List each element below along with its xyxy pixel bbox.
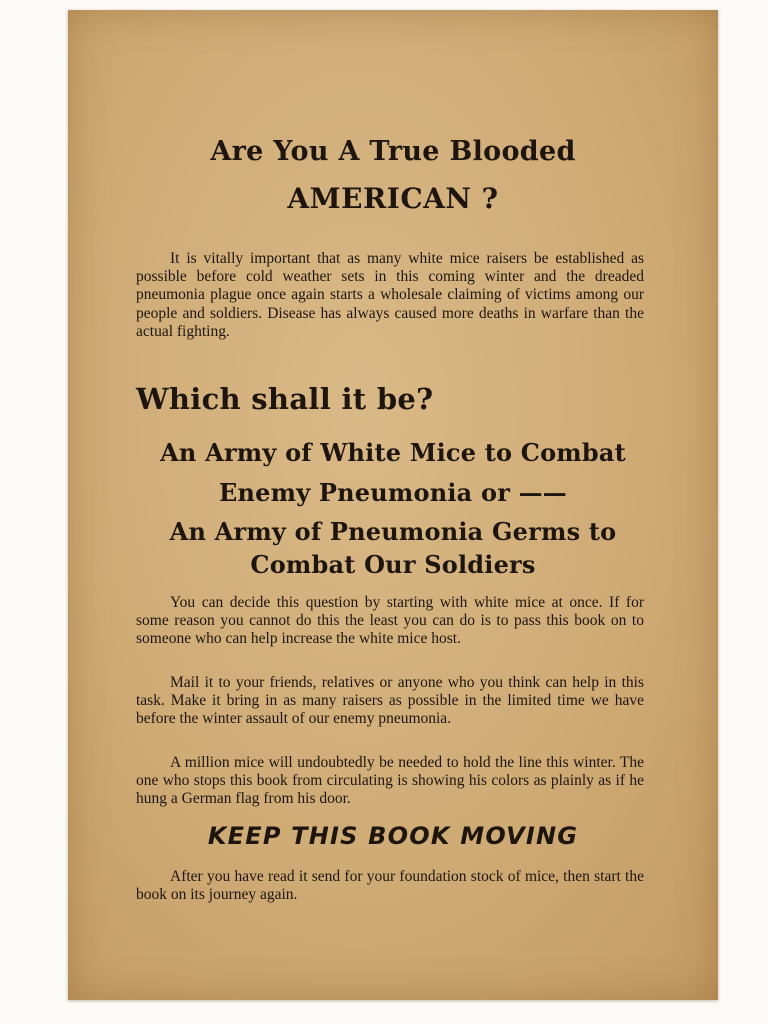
document-page [68, 10, 718, 1000]
option-line-1: An Army of White Mice to Combat [160, 438, 626, 467]
closing-paragraph: After you have read it send for your foundation stock of mice, then start the book on its journey again. [136, 868, 644, 904]
body-paragraph-mail: Mail it to your friends, relatives or anyone who you think can help in this task. Make it bring in as many raisers as possible in the limited time we have before the winter assault of our enemy pneumonia. [136, 674, 644, 728]
intro-paragraph: It is vitally important that as many white mice raisers be established as possible before cold weather sets in this coming winter and the dreaded pneumonia plague once again starts a wholesale claiming of victims among our people and soldiers. Disease has always caused more deaths in warfare than the actual fighting. [136, 250, 644, 340]
slogan: KEEP THIS BOOK MOVING [207, 822, 579, 850]
option-line-4: Combat Our Soldiers [250, 550, 536, 579]
question-heading: Which shall it be? [136, 382, 434, 416]
headline-line-1: Are You A True Blooded [210, 136, 576, 167]
body-paragraph-million: A million mice will undoubtedly be needed to hold the line this winter. The one who stops this book from circulating is showing his colors as plainly as if he hung a German flag from his door. [136, 754, 644, 808]
headline-line-2: AMERICAN ? [287, 182, 499, 215]
option-line-2: Enemy Pneumonia or —— [218, 478, 567, 507]
option-line-3: An Army of Pneumonia Germs to [169, 517, 617, 546]
body-paragraph-decide: You can decide this question by starting with white mice at once. If for some reason you cannot do this the least you can do is to pass this book on to someone who can help increase the white mice host. [136, 594, 644, 648]
